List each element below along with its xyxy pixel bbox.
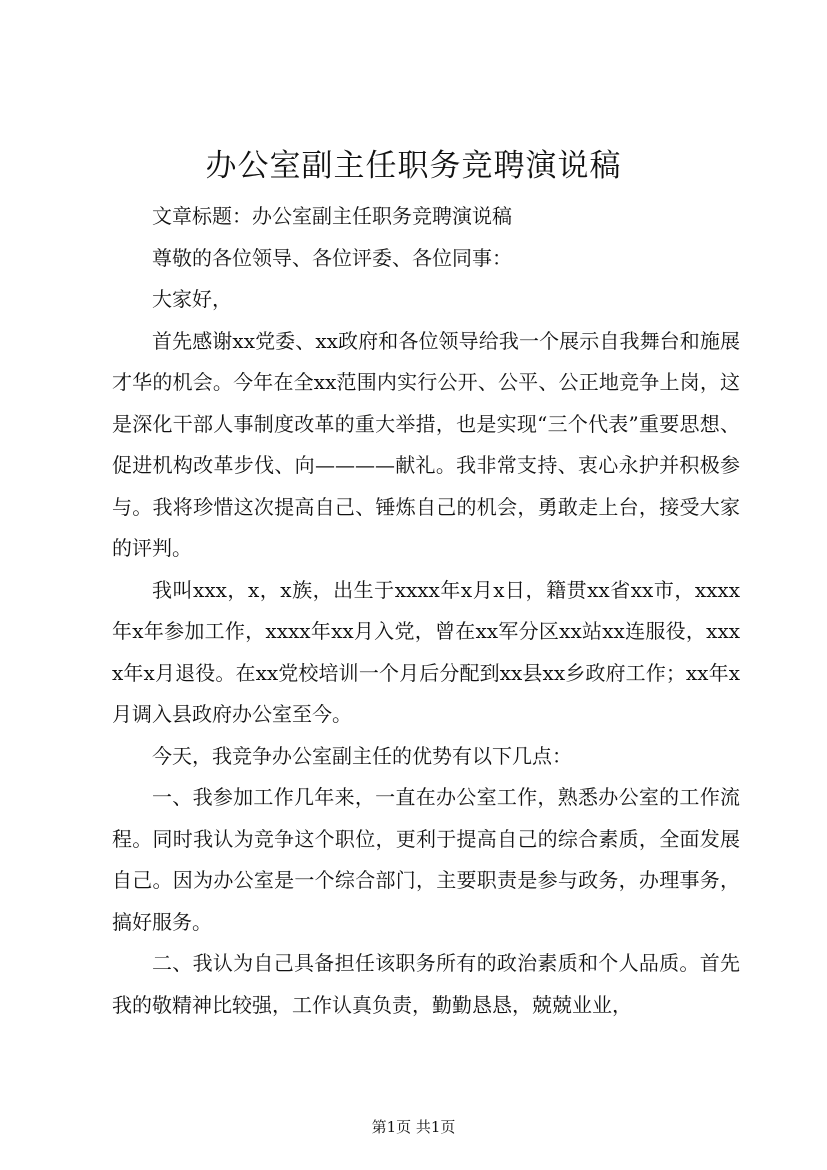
- paragraph-article-title: 文章标题：办公室副主任职务竞聘演说稿: [152, 204, 512, 228]
- paragraph-advantage-one: 一、我参加工作几年来，一直在办公室工作，熟悉办公室的工作流程。同时我认为竞争这个职位，更利于提高自己的综合素质，全面发展自己。因为办公室是一个综合部门，主要职责是参与政务，办理事务，搞好服务。: [112, 785, 740, 934]
- page-footer: 第1页 共1页: [371, 1118, 456, 1136]
- paragraph-advantages-intro: 今天，我竞争办公室副主任的优势有以下几点：: [152, 743, 572, 768]
- paragraph-greeting: 大家好，: [152, 287, 232, 311]
- paragraph-salutation: 尊敬的各位领导、各位评委、各位同事：: [152, 245, 512, 270]
- paragraph-thanks: 首先感谢xx党委、xx政府和各位领导给我一个展示自我舞台和施展才华的机会。今年在全xx范围内实行公开、公平、公正地竞争上岗，这是深化干部人事制度改革的重大举措，也是实现“三个代表”重要思想、促进机构改革步伐、向————献礼。我非常支持、衷心永护并积极参与。我将珍惜这次提高自己、锤炼自己的机会，勇敢走上台，接受大家的评判。: [112, 328, 740, 560]
- document-title: 办公室副主任职务竞聘演说稿: [205, 148, 622, 184]
- document-body: [112, 196, 740, 1026]
- paragraph-self-intro: 我叫xxx，x，x族，出生于xxxx年x月x日，籍贯xx省xx市，xxxx年x年参加工作，xxxx年xx月入党，曾在xx军分区xx站xx连服役，xxxx年x月退役。在xx党校培训一个月后分配到xx县xx乡政府工作；xx年x月调入县政府办公室至今。: [112, 577, 740, 726]
- paragraph-advantage-two: 二、我认为自己具备担任该职务所有的政治素质和个人品质。首先我的敬精神比较强，工作认真负责，勤勤恳恳，兢兢业业，: [112, 951, 740, 1017]
